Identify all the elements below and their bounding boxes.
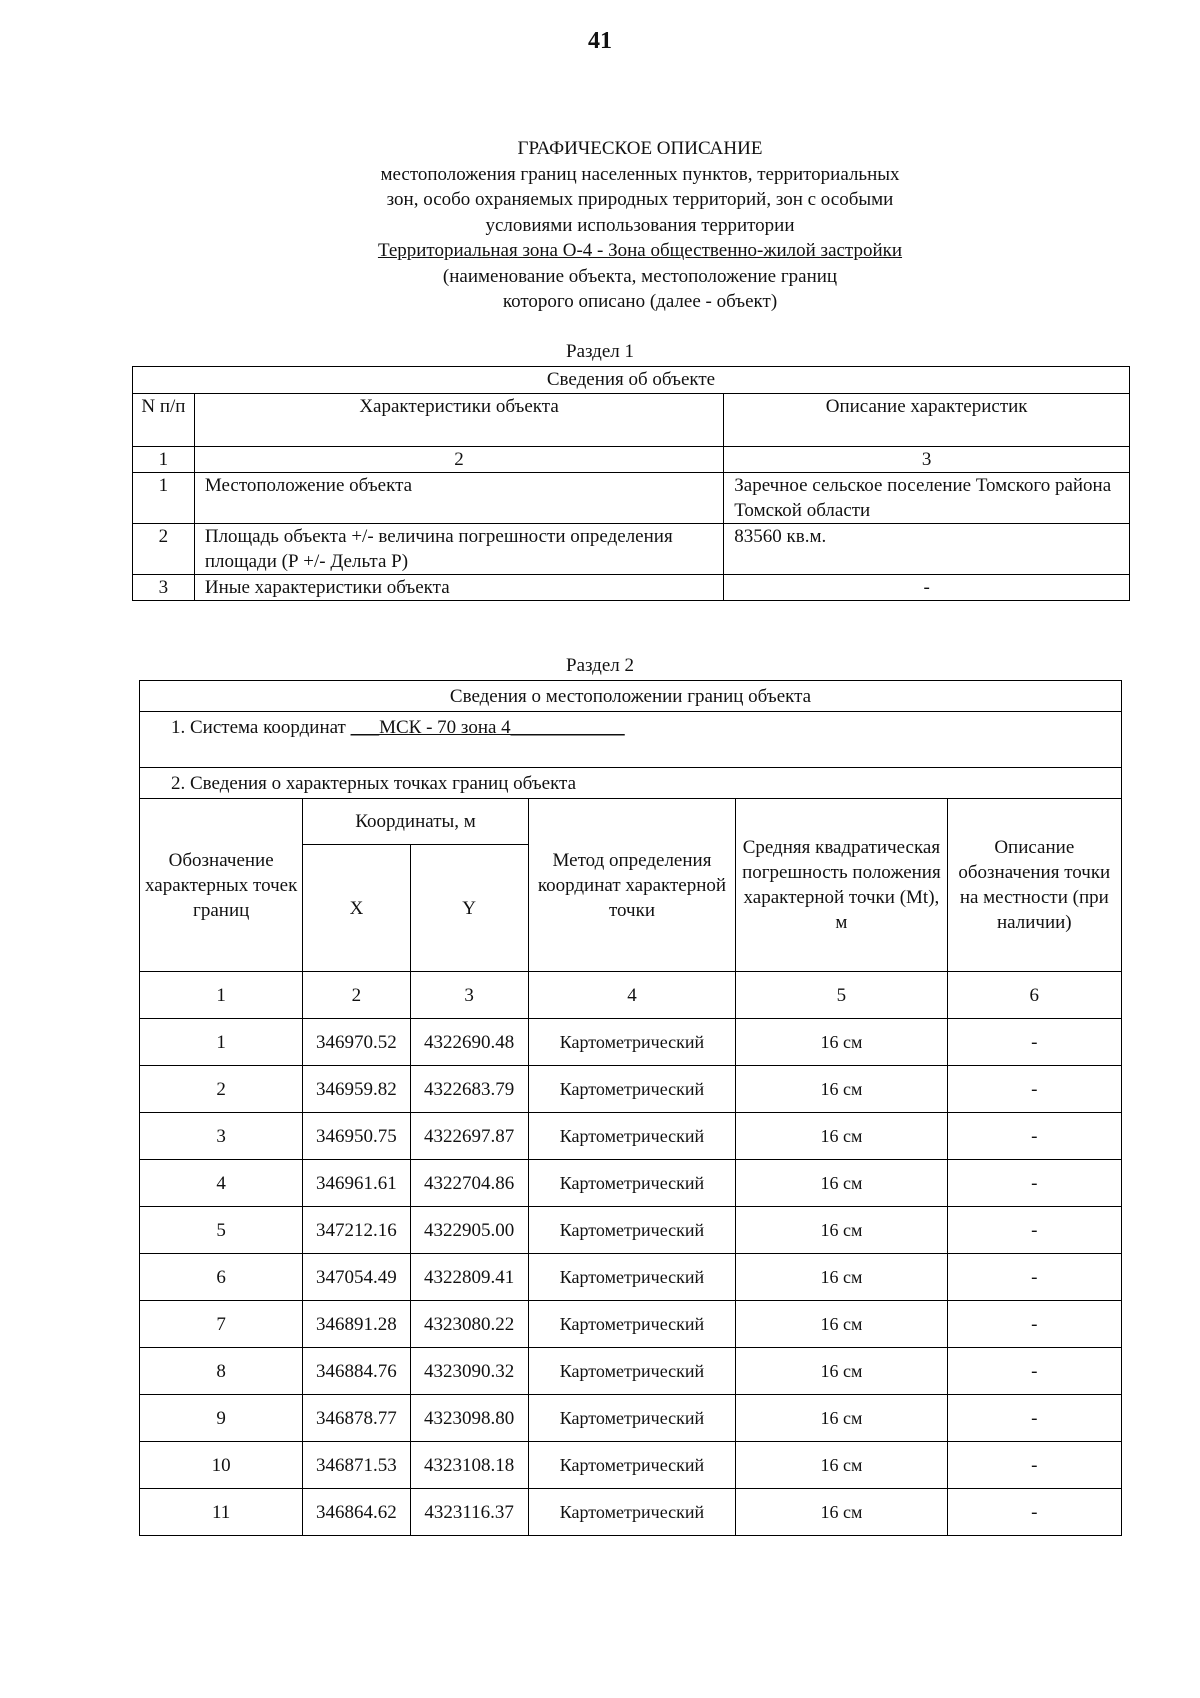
col-index: 2 — [194, 447, 723, 473]
table-row — [133, 524, 1130, 575]
point-description: - — [947, 1254, 1121, 1301]
col-index: 6 — [947, 972, 1121, 1019]
table-row — [140, 1254, 1122, 1301]
row-description: 83560 кв.м. — [724, 524, 1130, 575]
col-index: 3 — [410, 972, 528, 1019]
coord-y: 4323090.32 — [410, 1348, 528, 1395]
row-number: 3 — [133, 575, 195, 601]
col-index: 1 — [140, 972, 303, 1019]
boundary-points-table — [139, 680, 1122, 1536]
error-value: 16 см — [736, 1113, 947, 1160]
point-id: 8 — [140, 1348, 303, 1395]
coord-x: 346878.77 — [303, 1395, 410, 1442]
coord-x: 346961.61 — [303, 1160, 410, 1207]
col-characteristic-header: Характеристики объекта — [194, 394, 723, 447]
coord-x: 346970.52 — [303, 1019, 410, 1066]
method: Картометрический — [528, 1019, 735, 1066]
method: Картометрический — [528, 1254, 735, 1301]
object-name: Территориальная зона О-4 - Зона общественно-жилой застройки — [377, 240, 903, 261]
error-header: Средняя квадратическая погрешность положения характерной точки (Mt), м — [736, 799, 947, 972]
coordinates-header: Координаты, м — [303, 799, 528, 845]
coord-x: 346959.82 — [303, 1066, 410, 1113]
coord-y: 4323080.22 — [410, 1301, 528, 1348]
error-value: 16 см — [736, 1019, 947, 1066]
coord-y: 4322697.87 — [410, 1113, 528, 1160]
error-value: 16 см — [736, 1348, 947, 1395]
row-characteristic: Иные характеристики объекта — [194, 575, 723, 601]
row-number: 2 — [133, 524, 195, 575]
point-id: 1 — [140, 1019, 303, 1066]
row-characteristic: Местоположение объекта — [194, 473, 723, 524]
coord-y: 4323098.80 — [410, 1395, 528, 1442]
col-description-header: Описание характеристик — [724, 394, 1130, 447]
table-row — [140, 1301, 1122, 1348]
point-description: - — [947, 1442, 1121, 1489]
col-index: 4 — [528, 972, 735, 1019]
point-description: - — [947, 1301, 1121, 1348]
table-row — [133, 575, 1130, 601]
row-number: 1 — [133, 473, 195, 524]
table-row — [140, 1442, 1122, 1489]
section-1-title: Сведения об объекте — [133, 367, 1130, 394]
coord-x: 346884.76 — [303, 1348, 410, 1395]
table-row — [140, 1019, 1122, 1066]
error-value: 16 см — [736, 1301, 947, 1348]
method: Картометрический — [528, 1489, 735, 1536]
error-value: 16 см — [736, 1489, 947, 1536]
error-value: 16 см — [736, 1442, 947, 1489]
point-description-header: Описание обозначения точки на местности (при наличии) — [947, 799, 1121, 972]
section-2-title: Сведения о местоположении границ объекта — [140, 681, 1122, 712]
error-value: 16 см — [736, 1395, 947, 1442]
coordinate-system — [140, 712, 1122, 768]
designation-header: Обозначение характерных точек границ — [140, 799, 303, 972]
point-description: - — [947, 1207, 1121, 1254]
table-row — [140, 1395, 1122, 1442]
page-number: 41 — [588, 28, 612, 54]
point-description: - — [947, 1066, 1121, 1113]
points-title: 2. Сведения о характерных точках границ объекта — [140, 768, 1122, 799]
col-index: 5 — [736, 972, 947, 1019]
coord-y: 4323108.18 — [410, 1442, 528, 1489]
heading-title: ГРАФИЧЕСКОЕ ОПИСАНИЕ — [517, 138, 763, 159]
coord-x: 346864.62 — [303, 1489, 410, 1536]
coordinate-system-value: ___МСК - 70 зона 4____________ — [350, 717, 625, 738]
method: Картометрический — [528, 1066, 735, 1113]
coordinate-system-label: 1. Система координат — [171, 717, 351, 738]
table-row — [140, 1207, 1122, 1254]
point-id: 7 — [140, 1301, 303, 1348]
coord-x: 346950.75 — [303, 1113, 410, 1160]
method: Картометрический — [528, 1395, 735, 1442]
heading-line-3: условиями использования территории — [485, 214, 795, 236]
table-row — [140, 1489, 1122, 1536]
coord-x: 347212.16 — [303, 1207, 410, 1254]
coord-x: 346871.53 — [303, 1442, 410, 1489]
point-id: 11 — [140, 1489, 303, 1536]
error-value: 16 см — [736, 1207, 947, 1254]
row-characteristic: Площадь объекта +/- величина погрешности определения площади (Р +/- Дельта Р) — [194, 524, 723, 575]
point-description: - — [947, 1348, 1121, 1395]
table-row — [133, 473, 1130, 524]
col-index: 3 — [724, 447, 1130, 473]
coord-y: 4322809.41 — [410, 1254, 528, 1301]
coord-y: 4322690.48 — [410, 1019, 528, 1066]
col-index: 2 — [303, 972, 410, 1019]
point-description: - — [947, 1489, 1121, 1536]
heading-note-2: которого описано (далее - объект) — [502, 291, 778, 312]
point-id: 2 — [140, 1066, 303, 1113]
point-id: 3 — [140, 1113, 303, 1160]
table-row — [140, 1113, 1122, 1160]
point-id: 9 — [140, 1395, 303, 1442]
coord-y: 4323116.37 — [410, 1489, 528, 1536]
coord-x: 347054.49 — [303, 1254, 410, 1301]
error-value: 16 см — [736, 1066, 947, 1113]
heading-line-2: зон, особо охраняемых природных территорий, зон с особыми — [386, 189, 894, 210]
coord-y: 4322905.00 — [410, 1207, 528, 1254]
point-description: - — [947, 1019, 1121, 1066]
heading-line-1: местоположения границ населенных пунктов, территориальных — [380, 163, 900, 185]
row-description: Заречное сельское поселение Томского района Томской области — [724, 473, 1130, 524]
method: Картометрический — [528, 1207, 735, 1254]
error-value: 16 см — [736, 1254, 947, 1301]
table-row — [140, 1066, 1122, 1113]
method-header: Метод определения координат характерной точки — [528, 799, 735, 972]
table-row — [140, 1160, 1122, 1207]
y-header: Y — [410, 845, 528, 972]
section-2-label: Раздел 2 — [566, 655, 634, 676]
point-description: - — [947, 1113, 1121, 1160]
x-header: X — [303, 845, 410, 972]
point-id: 6 — [140, 1254, 303, 1301]
coord-y: 4322704.86 — [410, 1160, 528, 1207]
coord-x: 346891.28 — [303, 1301, 410, 1348]
point-description: - — [947, 1395, 1121, 1442]
object-info-table — [132, 366, 1130, 601]
method: Картометрический — [528, 1160, 735, 1207]
point-description: - — [947, 1160, 1121, 1207]
method: Картометрический — [528, 1442, 735, 1489]
method: Картометрический — [528, 1113, 735, 1160]
point-id: 4 — [140, 1160, 303, 1207]
point-id: 5 — [140, 1207, 303, 1254]
section-1-label: Раздел 1 — [566, 341, 634, 362]
heading-note-1: (наименование объекта, местоположение границ — [442, 265, 838, 287]
point-id: 10 — [140, 1442, 303, 1489]
document-heading — [320, 136, 960, 315]
row-description: - — [724, 575, 1130, 601]
col-index: 1 — [133, 447, 195, 473]
method: Картометрический — [528, 1301, 735, 1348]
error-value: 16 см — [736, 1160, 947, 1207]
method: Картометрический — [528, 1348, 735, 1395]
table-row — [140, 1348, 1122, 1395]
coord-y: 4322683.79 — [410, 1066, 528, 1113]
col-number-header: N п/п — [133, 394, 195, 447]
